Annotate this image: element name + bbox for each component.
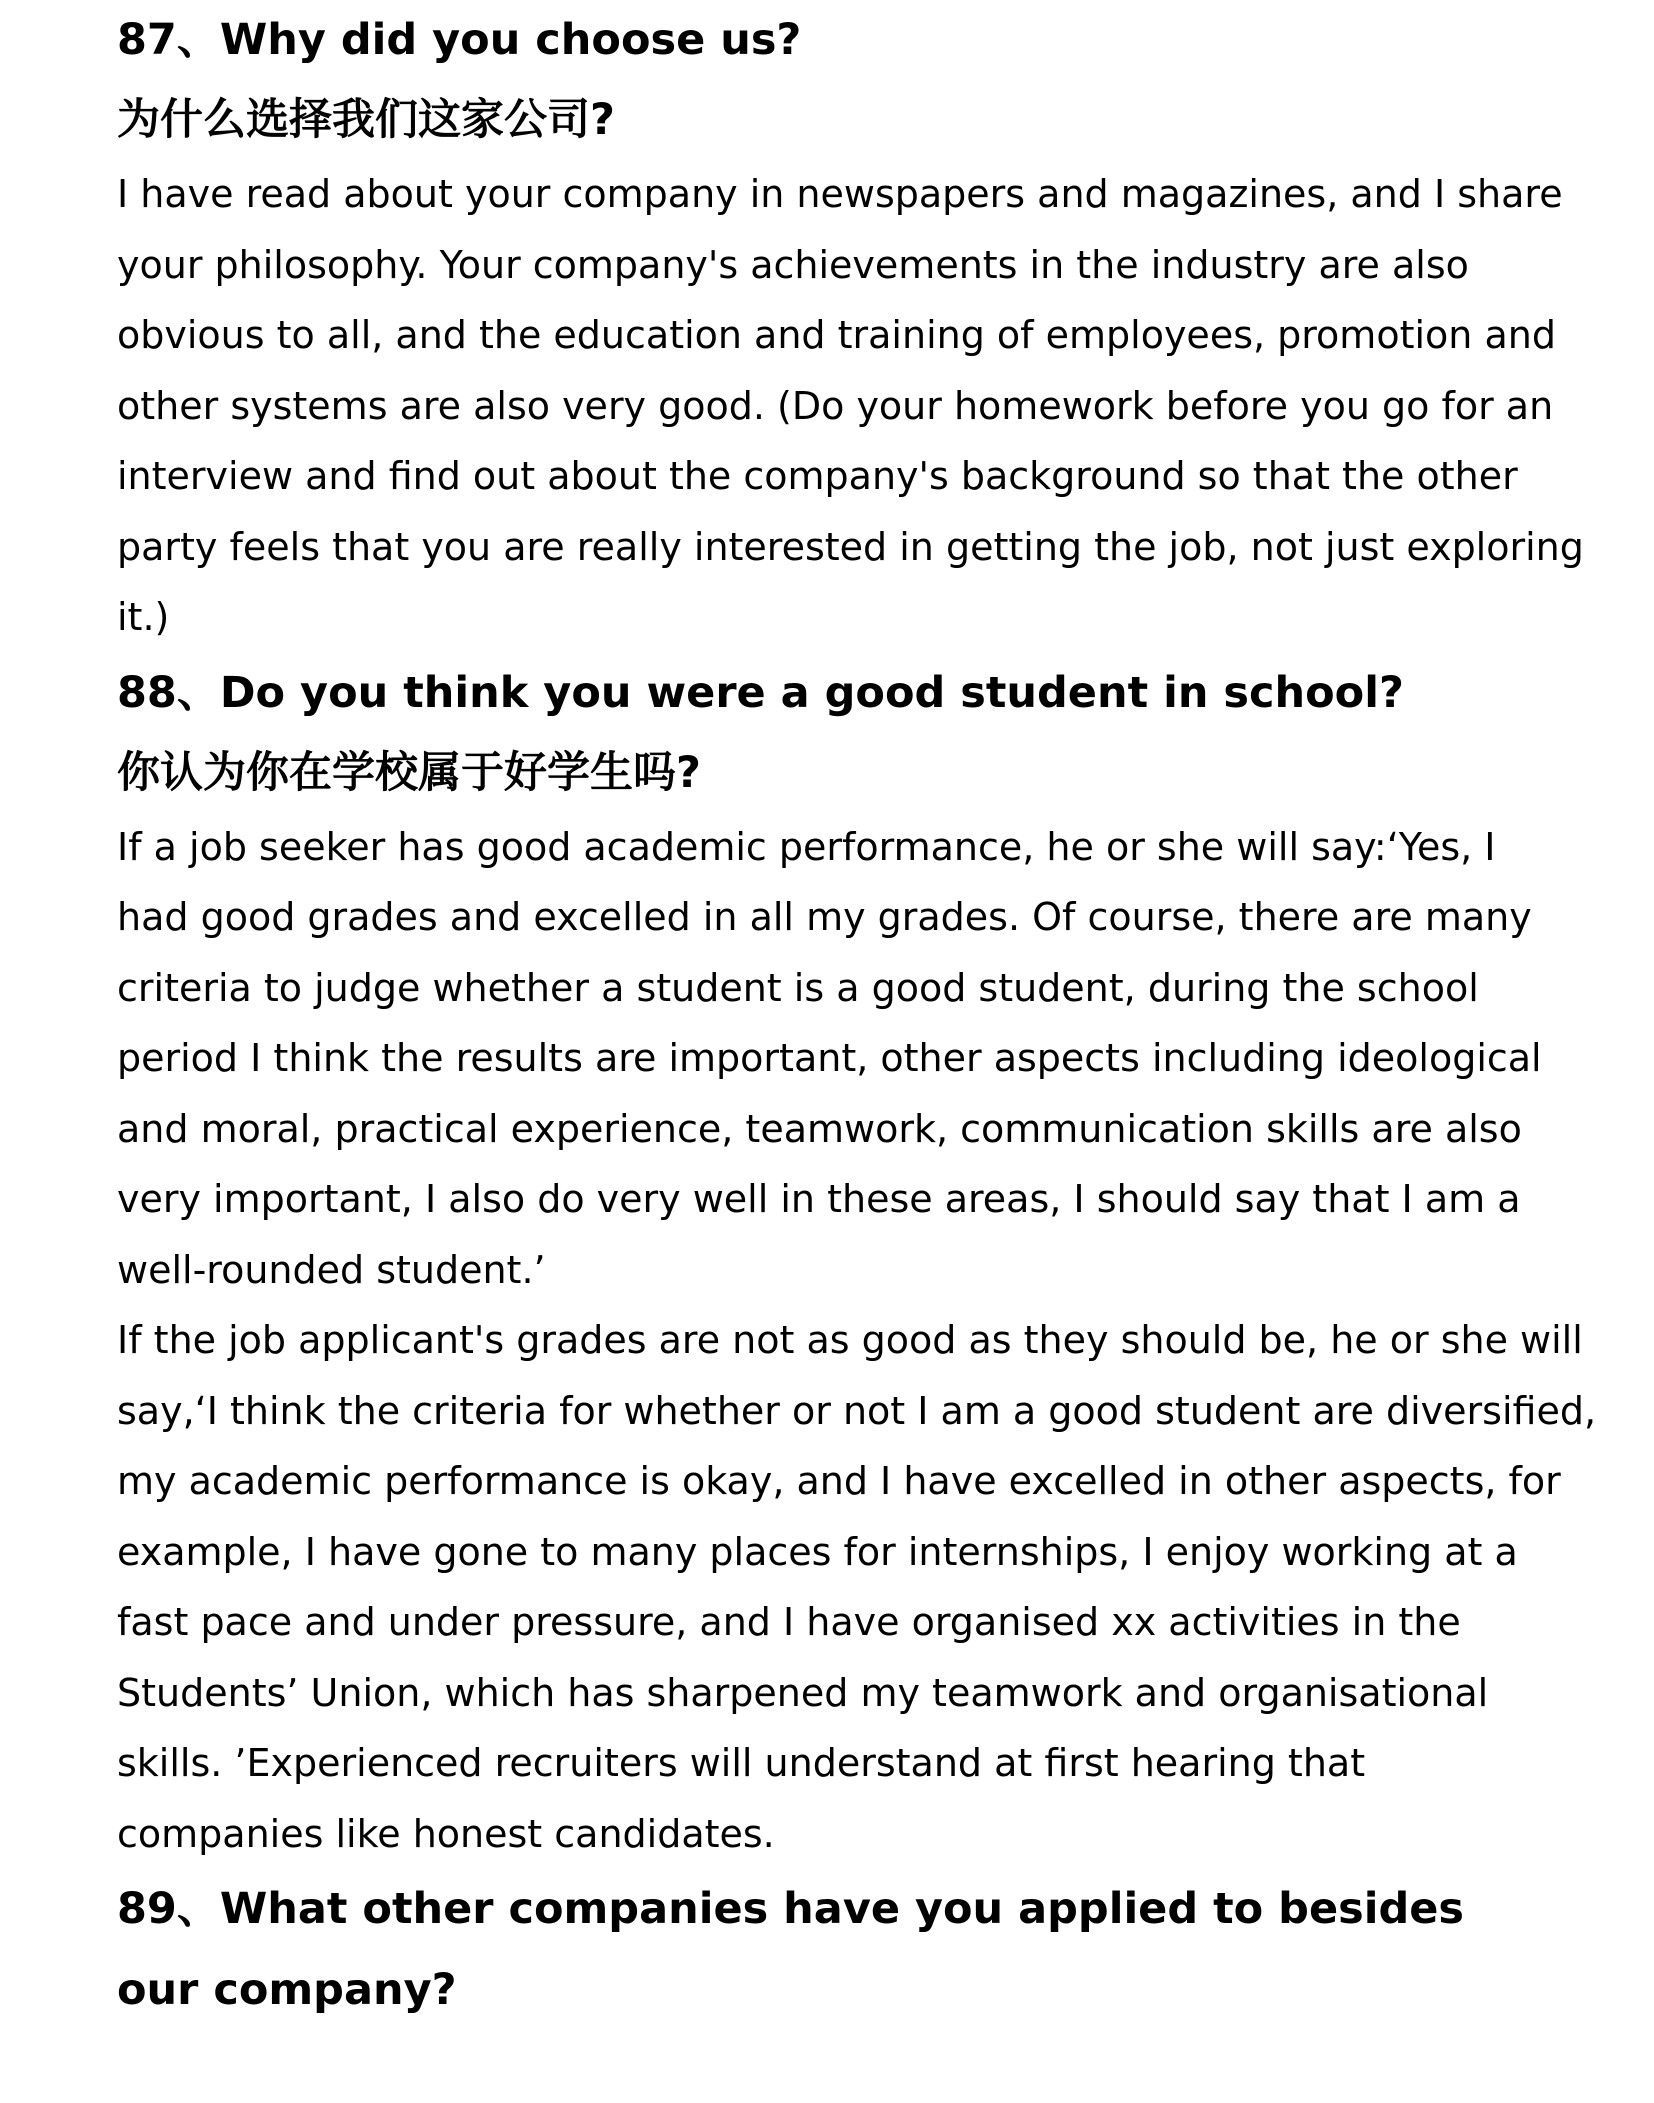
- question-87-title-zh: 为什么选择我们这家公司?: [117, 95, 615, 145]
- answer-88-paragraph-2: [117, 1305, 1597, 1869]
- answer-87-paragraph: [117, 159, 1584, 653]
- qa-section-87: [117, 0, 1584, 653]
- question-88-title-en: 88、Do you think you were a good student in school?: [117, 667, 1404, 718]
- text-line: say,‘I think the criteria for whether or not I am a good student are diversified,: [117, 1388, 1597, 1433]
- document-page: [117, 0, 1597, 2031]
- text-line: Students’ Union, which has sharpened my teamwork and organisational: [117, 1670, 1489, 1715]
- text-line: interview and find out about the company's background so that the other: [117, 454, 1518, 498]
- text-line: obvious to all, and the education and training of employees, promotion and: [117, 313, 1556, 357]
- text-line: If a job seeker has good academic performance, he or she will say:‘Yes, I: [117, 824, 1496, 869]
- text-line: companies like honest candidates.: [117, 1811, 775, 1856]
- text-line: had good grades and excelled in all my grades. Of course, there are many: [117, 895, 1532, 939]
- text-line: skills. ’Experienced recruiters will understand at first hearing that: [117, 1741, 1366, 1785]
- text-line: and moral, practical experience, teamwork, communication skills are also: [117, 1106, 1522, 1151]
- question-89-title-en: 89、What other companies have you applied to besides our company?: [117, 1884, 1464, 2015]
- text-line: your philosophy. Your company's achievements in the industry are also: [117, 242, 1469, 287]
- text-line: well-rounded student.’: [117, 1247, 546, 1292]
- text-line: example, I have gone to many places for internships, I enjoy working at a: [117, 1529, 1518, 1574]
- text-line: I have read about your company in newspapers and magazines, and I share: [117, 172, 1563, 216]
- question-88-title-zh: 你认为你在学校属于好学生吗?: [117, 747, 701, 798]
- qa-section-88: [117, 653, 1597, 1870]
- text-line: other systems are also very good. (Do your homework before you go for an: [117, 383, 1554, 428]
- text-line: criteria to judge whether a student is a good student, during the school: [117, 965, 1479, 1010]
- text-line: If the job applicant's grades are not as good as they should be, he or she will: [117, 1318, 1583, 1362]
- answer-88-paragraph-1: [117, 812, 1557, 1306]
- text-line: very important, I also do very well in these areas, I should say that I am a: [117, 1177, 1521, 1221]
- text-line: it.): [117, 595, 170, 639]
- text-line: fast pace and under pressure, and I have organised xx activities in the: [117, 1600, 1461, 1644]
- text-line: period I think the results are important, other aspects including ideological: [117, 1036, 1542, 1080]
- text-line: party feels that you are really interested in getting the job, not just exploring: [117, 524, 1584, 569]
- text-line: my academic performance is okay, and I have excelled in other aspects, for: [117, 1459, 1561, 1503]
- question-87-title-en: 87、Why did you choose us?: [117, 15, 802, 65]
- qa-section-89: [117, 1869, 1557, 2031]
